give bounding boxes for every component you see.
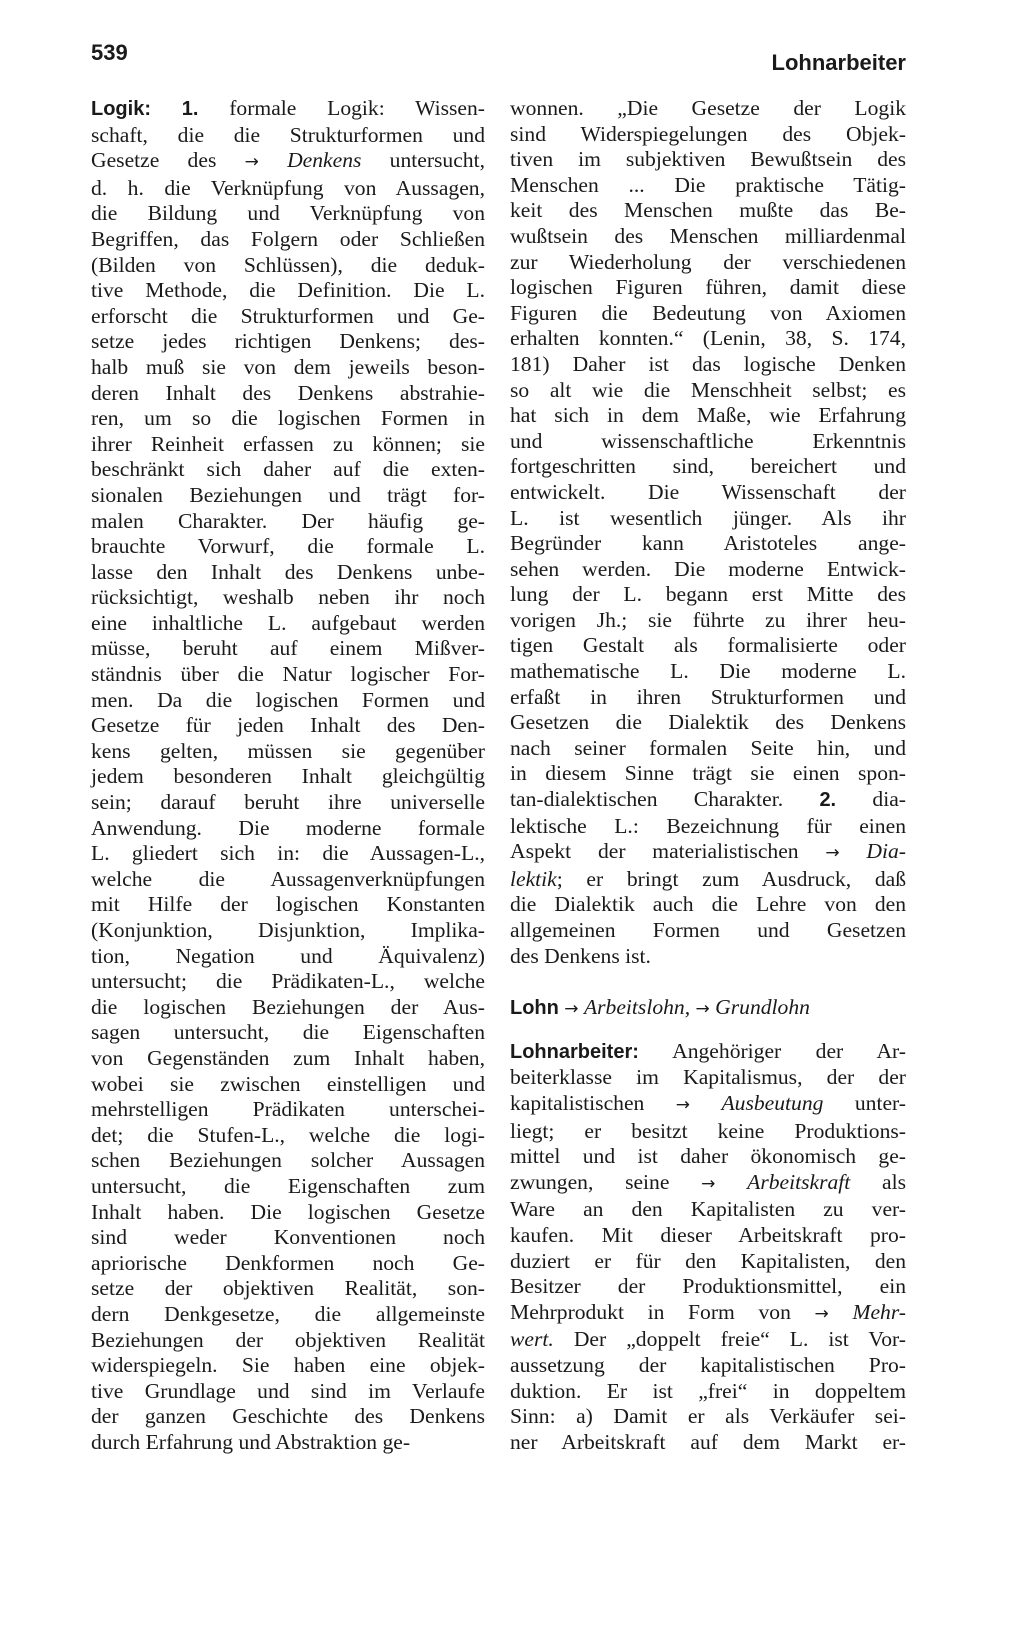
body-text: des Denkens ist. (510, 943, 651, 968)
body-text: men. Da die logischen Formen und (91, 687, 485, 712)
cross-reference: Mehr- (852, 1299, 906, 1324)
text-line (510, 761, 906, 787)
body-text: duziert er für den Kapitalisten, den (510, 1248, 906, 1273)
text-line (91, 534, 485, 560)
text-line (510, 1353, 906, 1379)
text-line (510, 1404, 906, 1430)
body-text: durch Erfahrung und Abstraktion ge- (91, 1429, 411, 1454)
text-line (510, 275, 906, 301)
text-line (91, 611, 485, 637)
body-text: ; er bringt zum Ausdruck, daß (556, 866, 906, 891)
entry-gap (510, 1023, 906, 1039)
body-text: logischen Figuren führen, damit diese (510, 275, 906, 300)
text-line (91, 1430, 485, 1456)
body-text: deren Inhalt des Denkens abstrahie- (91, 380, 485, 405)
text-line (510, 326, 906, 352)
body-text: aussetzung der kapitalistischen Pro- (510, 1352, 906, 1377)
text-line (91, 560, 485, 586)
text-line (510, 557, 906, 583)
text-line (510, 480, 906, 506)
body-text: Angehöriger der Ar- (638, 1038, 906, 1063)
body-text: mit Hilfe der logischen Konstanten (91, 892, 485, 917)
body-text: malen Charakter. Der häufig ge- (91, 508, 485, 533)
text-line (91, 457, 485, 483)
entry-headword: Lohnarbeiter: (510, 1040, 639, 1063)
cross-reference: Grundlohn (715, 995, 810, 1020)
body-text: Begriffen, das Folgern oder Schließen (91, 226, 485, 251)
body-text: unter- (823, 1090, 906, 1115)
text-line (91, 176, 485, 202)
text-line (510, 96, 906, 122)
body-text: Der „doppelt freie“ L. ist Vor- (553, 1327, 906, 1352)
body-text: Figuren die Bedeutung von Axiomen (510, 300, 906, 325)
arrow-right-icon: → (825, 843, 840, 864)
entry-headword: Lohn (510, 997, 559, 1020)
body-text: kapitalistischen (510, 1090, 676, 1115)
body-text: ren, um so die logischen Formen in (91, 406, 485, 431)
body-text: liegt; er besitzt keine Produktions- (510, 1118, 906, 1143)
text-line (510, 814, 906, 840)
text-line (510, 1091, 906, 1119)
text-line (91, 867, 485, 893)
text-line (91, 1020, 485, 1046)
body-text: tive Grundlage und sind im Verlaufe (91, 1378, 485, 1403)
body-text: Mehrprodukt in Form von (510, 1299, 815, 1324)
body-text: ner Arbeitskraft auf dem Markt er- (510, 1429, 906, 1454)
body-text: Begründer kann Aristoteles ange- (510, 531, 906, 556)
entry-logik-part-2 (510, 96, 906, 969)
text-line (91, 841, 485, 867)
text-line (510, 608, 906, 634)
body-text: hat sich in dem Maße, wie Erfahrung (510, 403, 906, 428)
body-text: kens gelten, müssen sie gegenüber (91, 738, 485, 763)
body-text: tion, Negation und Äquivalenz) (91, 943, 485, 968)
body-text: (Konjunktion, Disjunktion, Implika- (91, 918, 485, 942)
arrow-right-icon: → (701, 1173, 716, 1194)
text-line (91, 764, 485, 790)
body-text: formale Logik: Wissen- (198, 96, 485, 120)
text-line (510, 685, 906, 711)
text-line (91, 1097, 485, 1123)
text-line (91, 304, 485, 330)
body-text: die Dialektik auch die Lehre von den (510, 892, 906, 917)
body-text: Gesetze für jeden Inhalt des Den- (91, 713, 485, 738)
body-text: tive Methode, die Definition. Die L. (91, 278, 485, 303)
text-line (510, 531, 906, 557)
text-line (91, 944, 485, 970)
text-line (510, 918, 906, 944)
text-line (510, 995, 906, 1023)
text-line (510, 892, 906, 918)
text-line (91, 892, 485, 918)
body-text: wobei sie zwischen einstelligen und (91, 1071, 485, 1096)
body-text: Anwendung. Die moderne formale (91, 815, 485, 840)
text-line (91, 969, 485, 995)
text-line (510, 787, 906, 814)
text-line (91, 1200, 485, 1226)
text-line (91, 1148, 485, 1174)
text-line (91, 1302, 485, 1328)
entry-lohnarbeiter (510, 1039, 906, 1456)
text-line (91, 148, 485, 176)
text-line (510, 224, 906, 250)
body-text: wußtsein des Menschen milliardenmal (510, 223, 906, 248)
text-line (510, 506, 906, 532)
text-line (91, 790, 485, 816)
text-line (91, 96, 485, 123)
body-text (151, 96, 182, 120)
text-line (510, 173, 906, 199)
body-text: det; die Stufen-L., welche die logi- (91, 1122, 485, 1147)
body-text: Besitzer der Produktionsmittel, ein (510, 1274, 906, 1299)
body-text: jedem besonderen Inhalt gleichgültig (91, 764, 485, 789)
text-line (510, 1197, 906, 1223)
body-text: allgemeinen Formen und Gesetzen (510, 918, 906, 942)
text-line (91, 662, 485, 688)
cross-reference: lektik (510, 866, 557, 891)
text-line (91, 636, 485, 662)
body-text: sein; darauf beruht ihre universelle (91, 790, 485, 815)
text-line (91, 1251, 485, 1277)
body-text: lasse den Inhalt des Denkens unbe- (91, 559, 485, 584)
body-text: untersucht, die Eigenschaften zum (91, 1173, 485, 1198)
body-text: wonnen. „Die Gesetze der Logik (510, 96, 906, 120)
text-line (510, 378, 906, 404)
body-text: Menschen ... Die praktische Tätig- (510, 172, 906, 197)
body-text: 181) Daher ist das logische Denken (510, 351, 906, 376)
body-text: und wissenschaftliche Erkenntnis (510, 428, 906, 453)
body-text: müsse, beruht auf einem Mißver- (91, 636, 485, 661)
text-line (510, 1379, 906, 1405)
cross-reference: wert. (510, 1327, 554, 1352)
body-text: ihrer Reinheit erfassen zu können; sie (91, 431, 485, 456)
body-text: die logischen Beziehungen der Aus- (91, 994, 485, 1019)
body-text: setze der objektiven Realität, son- (91, 1276, 485, 1301)
arrow-right-icon: → (695, 999, 710, 1020)
body-text (690, 1091, 721, 1115)
right-column (510, 96, 906, 1455)
body-text: duktion. Er ist „frei“ in doppeltem (510, 1378, 906, 1403)
text-line (510, 147, 906, 173)
body-text: mehrstelligen Prädikaten unterschei- (91, 1097, 485, 1122)
body-text: kaufen. Mit dieser Arbeitskraft pro- (510, 1222, 906, 1247)
text-line (91, 816, 485, 842)
body-text: die Bildung und Verknüpfung von (91, 201, 485, 226)
text-line (510, 1249, 906, 1275)
arrow-right-icon: → (564, 999, 579, 1020)
body-text: (Bilden von Schlüssen), die deduk- (91, 252, 485, 277)
text-line (510, 944, 906, 970)
text-line (510, 403, 906, 429)
body-text: von Gegenständen zum Inhalt haben, (91, 1045, 485, 1070)
body-text: untersucht, (361, 148, 485, 173)
body-text: so alt wie die Menschheit selbst; es (510, 377, 906, 402)
body-text: Inhalt haben. Die logischen Gesetze (91, 1199, 485, 1224)
text-line (91, 1328, 485, 1354)
text-line (510, 1430, 906, 1456)
body-text: sehen werden. Die moderne Entwick- (510, 556, 906, 581)
text-line (510, 1065, 906, 1091)
body-text: d. h. die Verknüpfung von Aussagen, (91, 175, 485, 200)
text-line (510, 352, 906, 378)
body-text (829, 1300, 853, 1324)
body-text: erfaßt in ihren Strukturformen und (510, 684, 906, 709)
text-line (91, 1046, 485, 1072)
text-line (510, 867, 906, 893)
text-line (510, 659, 906, 685)
body-text: tigen Gestalt als formalisierte oder (510, 633, 906, 658)
text-line (91, 1072, 485, 1098)
body-text: beiterklasse im Kapitalismus, der der (510, 1065, 906, 1090)
cross-reference: Arbeitskraft (747, 1169, 851, 1194)
body-text: nach seiner formalen Seite hin, und (510, 735, 906, 760)
body-text: untersucht; die Prädikaten-L., welche (91, 969, 485, 994)
entry-headword: Logik: (91, 98, 151, 120)
text-line (510, 736, 906, 762)
text-line (91, 739, 485, 765)
body-text: welche die Aussagenverknüpfungen (91, 866, 485, 891)
body-text: sionalen Beziehungen und trägt for- (91, 482, 485, 507)
body-text: schen Beziehungen solcher Aussagen (91, 1148, 485, 1173)
body-text: als (850, 1169, 906, 1194)
text-line (510, 1327, 906, 1353)
text-line (91, 995, 485, 1021)
text-line (91, 406, 485, 432)
entry-gap (510, 969, 906, 995)
entry-headword: 2. (819, 789, 837, 812)
body-text: apriorische Denkformen noch Ge- (91, 1250, 485, 1275)
body-text: widerspiegeln. Sie haben eine objek- (91, 1353, 485, 1378)
text-line (510, 1300, 906, 1328)
entry-logik-part-1 (91, 96, 485, 1455)
body-text: beschränkt sich daher auf die exten- (91, 457, 485, 482)
body-text: eine inhaltliche L. aufgebaut werden (91, 610, 485, 635)
running-head: Lohnarbeiter (771, 50, 906, 75)
body-text: brauchte Vorwurf, die formale L. (91, 534, 485, 559)
text-line (91, 688, 485, 714)
body-text: Gesetze des (91, 148, 245, 173)
cross-reference: Denkens (287, 148, 362, 173)
text-line (510, 1039, 906, 1066)
page-number: 539 (91, 40, 128, 65)
text-line (510, 710, 906, 736)
text-line (510, 1144, 906, 1170)
text-line (91, 329, 485, 355)
body-text: erforscht die Strukturformen und Ge- (91, 303, 485, 328)
text-line (91, 918, 485, 944)
body-text: lung der L. begann erst Mitte des (510, 582, 906, 607)
arrow-right-icon: → (814, 1303, 829, 1324)
text-line (91, 227, 485, 253)
body-text: rücksichtigt, weshalb neben ihr noch (91, 585, 485, 610)
text-line (510, 1274, 906, 1300)
text-line (91, 355, 485, 381)
text-line (510, 1119, 906, 1145)
cross-reference: Arbeitslohn, (583, 995, 691, 1020)
text-line (91, 1123, 485, 1149)
body-text: sind Widerspiegelungen des Objek- (510, 121, 906, 146)
body-text: sind weder Konventionen noch (91, 1225, 485, 1250)
text-line (510, 1170, 906, 1198)
text-line (91, 1379, 485, 1405)
arrow-right-icon: → (675, 1094, 691, 1115)
body-text: mittel und ist daher ökonomisch ge- (510, 1144, 906, 1169)
text-line (91, 1353, 485, 1379)
body-text: Gesetzen die Dialektik des Denkens (510, 710, 906, 735)
body-text (259, 148, 287, 172)
body-text: L. ist wesentlich jünger. Als ihr (510, 505, 906, 530)
text-line (91, 278, 485, 304)
text-line (91, 381, 485, 407)
text-line (510, 122, 906, 148)
body-text: zwungen, seine (510, 1169, 702, 1194)
body-text: tiven im subjektiven Bewußtsein des (510, 147, 906, 172)
body-text: mathematische L. Die moderne L. (510, 659, 906, 684)
text-line (91, 483, 485, 509)
text-line (510, 839, 906, 867)
text-line (510, 250, 906, 276)
body-text: Beziehungen der objektiven Realität (91, 1327, 485, 1352)
body-text: sagen untersucht, die Eigenschaften (91, 1020, 485, 1045)
arrow-right-icon: → (244, 152, 259, 173)
body-text: vorigen Jh.; sie führte zu ihrer heu- (510, 607, 906, 632)
body-text: tan-dialektischen Charakter. (510, 787, 820, 812)
text-line (510, 454, 906, 480)
text-line (510, 301, 906, 327)
cross-reference: Ausbeutung (721, 1090, 824, 1115)
text-line (91, 1174, 485, 1200)
entry-lohn (510, 995, 906, 1023)
body-text: fortgeschritten sind, bereichert und (510, 454, 906, 479)
text-line (510, 582, 906, 608)
text-line (510, 198, 906, 224)
entry-headword: 1. (181, 98, 199, 120)
body-text: setze jedes richtigen Denkens; des- (91, 329, 485, 354)
left-column (91, 96, 485, 1455)
body-text: in diesem Sinne trägt sie einen spon- (510, 761, 906, 786)
body-text: keit des Menschen mußte das Be- (510, 198, 906, 223)
body-text: Sinn: a) Damit er als Verkäufer sei- (510, 1404, 906, 1429)
text-line (91, 432, 485, 458)
body-text: Ware an den Kapitalisten zu ver- (510, 1197, 906, 1222)
text-line (91, 713, 485, 739)
body-text: Aspekt der materialistischen (510, 839, 826, 864)
text-line (91, 253, 485, 279)
body-text: dern Denkgesetze, die allgemeinste (91, 1301, 485, 1326)
body-text: schaft, die die Strukturformen und (91, 122, 485, 147)
text-line (510, 429, 906, 455)
body-text: zur Wiederholung der verschiedenen (510, 249, 906, 274)
text-line (91, 585, 485, 611)
body-text: halb muß sie von dem jeweils beson- (91, 354, 485, 379)
body-text (840, 839, 867, 863)
body-text: L. gliedert sich in: die Aussagen-L., (91, 841, 485, 866)
text-line (91, 201, 485, 227)
text-line (510, 633, 906, 659)
text-line (91, 509, 485, 535)
body-text: lektische L.: Bezeichnung für einen (510, 813, 906, 838)
body-text: erhalten konnten.“ (Lenin, 38, S. 174, (510, 326, 906, 351)
body-text: dia- (836, 787, 906, 812)
text-line (91, 1404, 485, 1430)
body-text: entwickelt. Die Wissenschaft der (510, 479, 906, 504)
text-line (91, 1225, 485, 1251)
text-line (510, 1223, 906, 1249)
text-line (91, 123, 485, 149)
body-text (715, 1170, 747, 1194)
body-text: ständnis über die Natur logischer For- (91, 662, 485, 687)
text-line (91, 1276, 485, 1302)
cross-reference: Dia- (866, 839, 906, 864)
body-text: der ganzen Geschichte des Denkens (91, 1404, 485, 1429)
